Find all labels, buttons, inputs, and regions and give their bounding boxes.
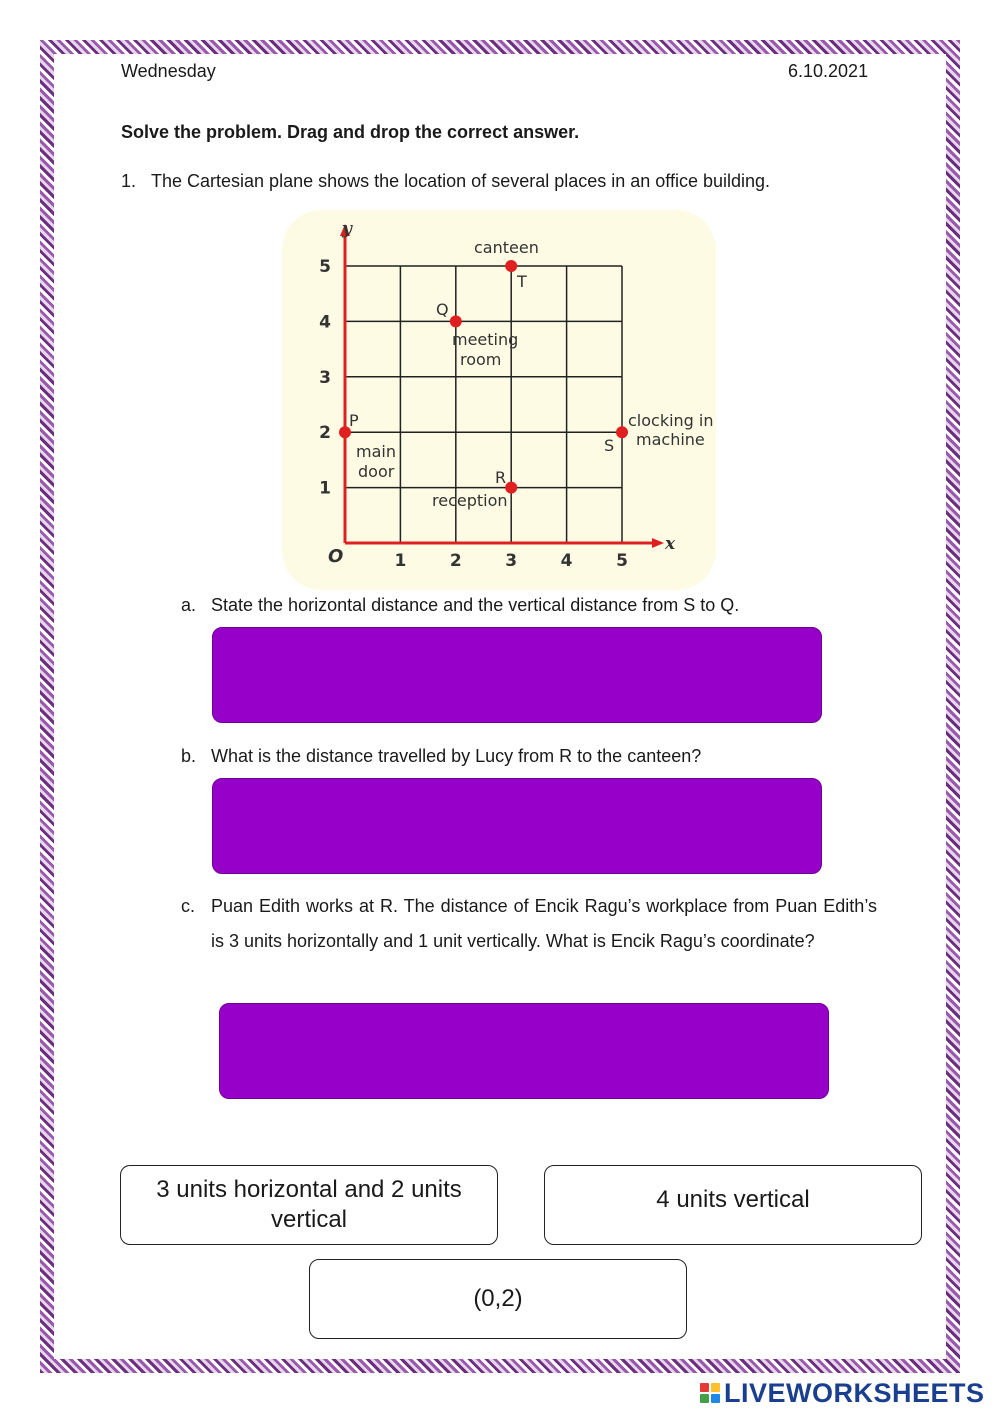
x-tick-label: 1 [394, 551, 407, 571]
x-tick-label: 2 [449, 551, 462, 571]
sub-question-letter: b. [181, 746, 197, 766]
instructions: Solve the problem. Drag and drop the correct answer. [121, 122, 580, 142]
x-axis-label: x [665, 534, 676, 554]
label-R: R [495, 468, 507, 487]
header-date: 6.10.2021 [788, 61, 869, 81]
y-tick-label: 3 [319, 367, 331, 388]
point-T [505, 260, 517, 272]
x-tick-label: 3 [505, 551, 518, 571]
drop-zone-a[interactable] [212, 627, 822, 723]
plot-background [282, 210, 716, 590]
y-tick-label: 4 [319, 312, 331, 333]
question-text: The Cartesian plane shows the location of several places in an office building. [151, 171, 771, 191]
label-T: T [517, 272, 527, 291]
question-1 [121, 171, 770, 192]
y-tick-label: 5 [319, 257, 331, 277]
sub-question-letter: a. [181, 595, 197, 615]
label-canteen: canteen [474, 238, 539, 257]
label-main: main [356, 442, 396, 461]
label-P: P [349, 411, 359, 430]
cartesian-plane-svg [282, 210, 716, 590]
sub-question-text: What is the distance travelled by Lucy from R to the canteen? [211, 746, 702, 766]
label-room: room [460, 350, 502, 369]
label-meeting: meeting [452, 330, 519, 349]
sub-question-a [181, 588, 740, 623]
x-tick-label: 4 [560, 551, 573, 571]
drop-zone-c[interactable] [219, 1003, 829, 1099]
label-Q: Q [436, 300, 449, 319]
sub-question-b [181, 739, 702, 774]
label-reception: reception [432, 491, 508, 510]
sub-question-text: Puan Edith works at R. The distance of Encik Ragu’s workplace from Puan Edith’s is 3 units horizontally and 1 unit vertically. What is Encik Ragu’s coordinate? [211, 896, 877, 951]
label-machine: machine [636, 430, 705, 449]
logo-mark-icon [700, 1383, 720, 1403]
question-number: 1. [121, 171, 137, 191]
answer-card[interactable]: 3 units horizontal and 2 units vertical [120, 1165, 498, 1245]
answer-card[interactable]: (0,2) [309, 1259, 687, 1339]
point-Q [450, 315, 462, 327]
sub-question-text: State the horizontal distance and the vertical distance from S to Q. [211, 595, 740, 615]
header-day: Wednesday [121, 61, 216, 81]
point-S [616, 426, 628, 438]
label-clocking-in: clocking in [628, 411, 714, 430]
x-tick-label: 5 [616, 551, 628, 571]
liveworksheets-logo [700, 1378, 985, 1408]
y-tick-label: 1 [319, 478, 331, 499]
sub-question-letter: c. [181, 896, 196, 916]
sub-question-c [181, 889, 877, 959]
cartesian-plane [282, 210, 716, 590]
y-axis-label: y [342, 219, 352, 239]
drop-zone-b[interactable] [212, 778, 822, 874]
y-tick-label: 2 [319, 423, 331, 444]
origin-label: O [328, 546, 344, 567]
answer-card[interactable]: 4 units vertical [544, 1165, 922, 1245]
label-S: S [604, 436, 615, 455]
logo-text: LIVEWORKSHEETS [724, 1377, 985, 1408]
label-door: door [358, 462, 395, 481]
